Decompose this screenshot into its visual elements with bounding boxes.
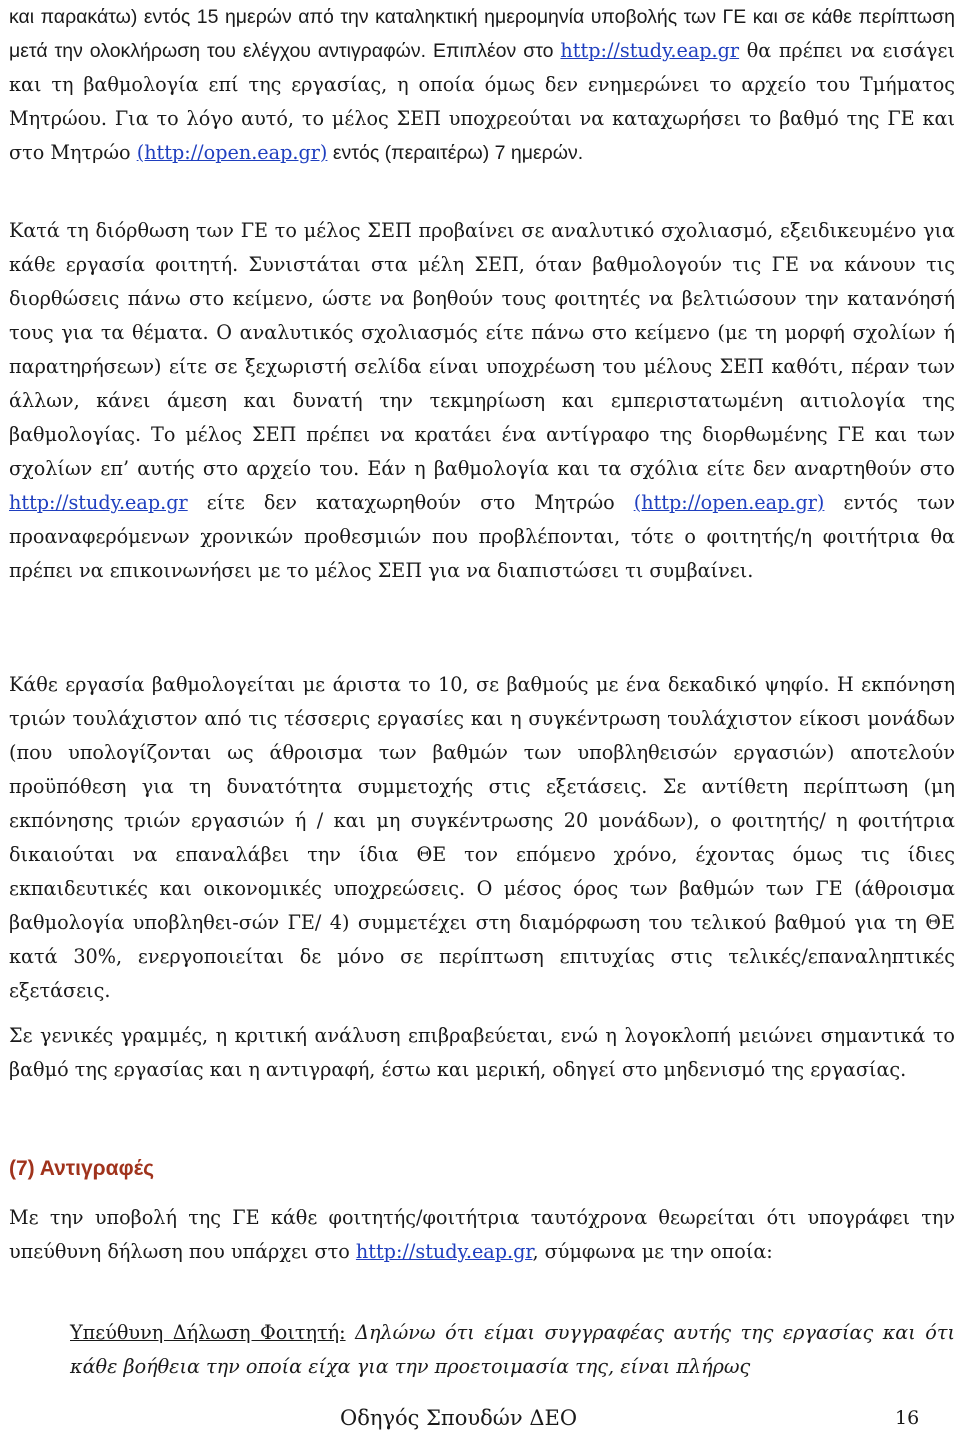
page-footer <box>0 1398 960 1438</box>
study-eap-link[interactable]: http://study.eap.gr <box>560 39 740 62</box>
paragraph-text: είτε δεν καταχωρηθούν στο Μητρώο <box>187 491 634 514</box>
paragraph-text: εντός των προαναφερόμενων χρονικών προθεσμιών που προβλέπονται, τότε ο φοιτητής/η φοιτήτρια θα πρέπει να επικοινωνήσει με το μέλος ΣΕΠ για να διαπιστώσει τι συμβαίνει. <box>9 491 955 582</box>
paragraph-text: Κατά τη διόρθωση των ΓΕ το μέλος ΣΕΠ προβαίνει σε αναλυτικό σχολιασμό, εξειδικευμένο για κάθε εργασία φοιτητή. Συνιστάται στα μέλη ΣΕΠ, όταν βαθμολογούν τις ΓΕ να κάνουν τις διορθώσεις πάνω στο κείμενο, ώστε να βοηθούν τους φοιτητές να βελτιώσουν την κατανόησή τους για τα θέματα. Ο αναλυτικός σχολιασμός είτε πάνω στο κείμενο (με τη μορφή σχολίων ή παρατηρήσεων) είτε σε ξεχωριστή σελίδα είναι υποχρέωση του μέλους ΣΕΠ καθότι, πέραν των άλλων, κάνει άμεση και δυνατή την τεκμηρίωση και εμπεριστατωμένη αιτιολογία της βαθμολογίας. Το μέλος ΣΕΠ πρέπει να κρατάει ένα αντίγραφο της διορθωμένης ΓΕ και των σχολίων επ’ αυτής στο αρχείο του. Εάν η βαθμολογία και τα σχόλια είτε δεν αναρτηθούν στο <box>9 219 955 480</box>
study-eap-link[interactable]: http://study.eap.gr <box>355 1240 533 1263</box>
paragraph-copying-declaration-intro <box>9 1201 955 1269</box>
study-eap-link[interactable]: http://study.eap.gr <box>9 491 188 514</box>
paragraph-text: , σύμφωνα με την οποία: <box>532 1240 773 1263</box>
footer-title: Οδηγός Σπουδών ΔΕΟ <box>340 1406 578 1430</box>
student-declaration <box>70 1316 955 1384</box>
paragraph-text: Με την υποβολή της ΓΕ κάθε φοιτητής/φοιτήτρια ταυτόχρονα θεωρείται ότι υπογράφει την υπεύθυνη δήλωση που υπάρχει στο <box>9 1206 955 1263</box>
page-number: 16 <box>895 1407 920 1429</box>
open-eap-link[interactable]: (http://open.eap.gr) <box>136 141 328 164</box>
paragraph-text: θα πρέπει να εισάγει και τη βαθμολογία επί της εργασίας, η οποία όμως δεν ενημερώνει το αρχείο του Τμήματος Μητρώου. Για το λόγο αυτό, το μέλος ΣΕΠ υποχρεούται να καταχωρήσει το βαθμό της ΓΕ και στο Μητρώο <box>9 39 955 164</box>
declaration-text: Δηλώνω ότι είμαι συγγραφέας αυτής της εργασίας και ότι κάθε βοήθεια την οποία είχα για την προετοιμασία της, είναι πλήρως <box>70 1321 956 1378</box>
open-eap-link[interactable]: (http://open.eap.gr) <box>633 491 825 514</box>
paragraph-grading-comments <box>9 214 955 588</box>
paragraph-grading-scale: Κάθε εργασία βαθμολογείται με άριστα το 10, σε βαθμούς με ένα δεκαδικό ψηφίο. Η εκπόνηση τριών τουλάχιστον από τις τέσσερις εργασίες και η συγκέντρωση τουλάχιστον είκοσι μονάδων (που υπολογίζονται ως άθροισμα των βαθμών των υποβληθεισών εργασιών) αποτελούν προϋπόθεση για τη δυνατότητα συμμετοχής στις εξετάσεις. Σε αντίθετη περίπτωση (μη εκπόνησης τριών εργασιών ή / και μη συγκέντρωσης 20 μονάδων), ο φοιτητής/ η φοιτήτρια δικαιούται να επαναλάβει την ίδια ΘΕ τον επόμενο χρόνο, έχοντας όμως τις ίδιες εκπαιδευτικές και οικονομικές υποχρεώσεις. Ο μέσος όρος των βαθμών των ΓΕ (άθροισμα βαθμολογία υποβληθει-σών ΓΕ/ 4) συμμετέχει στη διαμόρφωση του τελικού βαθμού για τη ΘΕ κατά 30%, ενεργοποιείται δε μόνο σε περίπτωση επιτυχίας στις τελικές/επαναληπτικές εξετάσεις. <box>9 673 955 1002</box>
paragraph-text: εντός (περαιτέρω) 7 ημερών. <box>327 142 584 164</box>
paragraph-submission-deadline <box>9 0 955 170</box>
paragraph-text: και παρακάτω) εντός 15 ημερών από την καταληκτική ημερομηνία υποβολής των ΓΕ και σε κάθε περίπτωση μετά την ολοκλήρωση του ελέγχου αντιγραφών. Επιπλέον στο <box>9 6 955 62</box>
paragraph-plagiarism-general: Σε γενικές γραμμές, η κριτική ανάλυση επιβραβεύεται, ενώ η λογοκλοπή μειώνει σημαντικά το βαθμό της εργασίας και η αντιγραφή, έστω και μερική, οδηγεί στο μηδενισμό της εργασίας. <box>9 1024 955 1081</box>
section-heading: (7) Αντιγραφές <box>9 1157 154 1180</box>
declaration-label: Υπεύθυνη Δήλωση Φοιτητή: <box>70 1321 346 1344</box>
